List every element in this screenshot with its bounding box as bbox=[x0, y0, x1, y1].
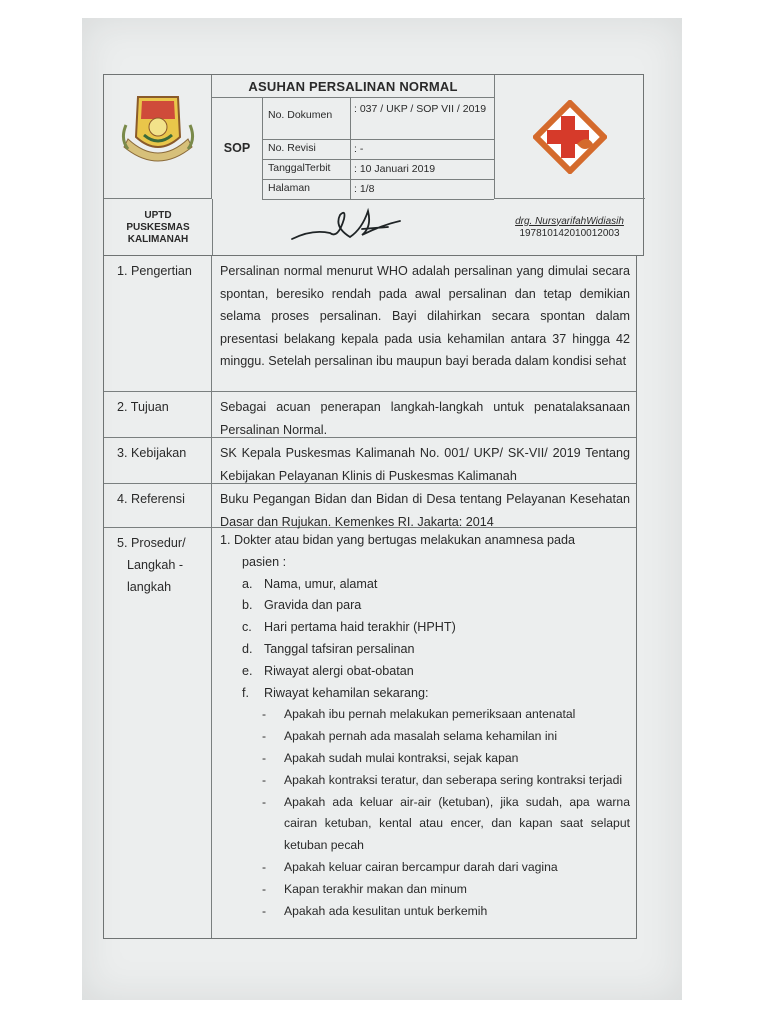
head-of-puskesmas bbox=[494, 199, 645, 256]
meta-row-no-dokumen bbox=[262, 97, 494, 140]
dash-marker: - bbox=[262, 859, 267, 874]
item-text: Hari pertama haid terakhir (HPHT) bbox=[264, 620, 456, 635]
puskesmas-logo-cell bbox=[494, 75, 645, 199]
section-label: 1. Pengertian bbox=[104, 256, 212, 391]
dash-marker: - bbox=[262, 772, 267, 787]
meta-value: : - bbox=[354, 143, 364, 155]
section-kebijakan bbox=[104, 438, 636, 484]
document-title: ASUHAN PERSALINAN NORMAL bbox=[212, 75, 494, 98]
question-item bbox=[220, 879, 630, 901]
anamnesa-item bbox=[220, 639, 630, 661]
item-text: Riwayat kehamilan sekarang: bbox=[264, 685, 429, 700]
meta-key: No. Revisi bbox=[268, 142, 316, 154]
section-text: SK Kepala Puskesmas Kalimanah No. 001/ UKP/ SK-VII/ 2019 Tentang Kebijakan Pelayanan Klinis di Puskesmas Kalimanah bbox=[220, 446, 630, 483]
item-marker: d. bbox=[242, 641, 253, 656]
meta-key: Halaman bbox=[268, 182, 311, 194]
question-item bbox=[220, 748, 630, 770]
anamnesa-item bbox=[220, 574, 630, 596]
section-text: Persalinan normal menurut WHO adalah persalinan yang dimulai secara spontan, beresiko rendah pada awal persalinan dan tetap demikian selama proses persalinan. Bayi dilahirkan secara spontan dalam presentasi belakang kepala pada usia kehamilan antara 37 hingga 42 minggu. Setelah persalinan ibu maupun bayi berada dalam kondisi sehat bbox=[220, 264, 630, 368]
section-text: Buku Pegangan Bidan dan Bidan di Desa tentang Pelayanan Kesehatan Dasar dan Rujukan. Kemenkes RI. Jakarta: 2014 bbox=[220, 492, 630, 529]
meta-value: : 1/8 bbox=[354, 183, 375, 195]
question-item bbox=[220, 704, 630, 726]
meta-row-tanggal-terbit bbox=[262, 159, 494, 180]
dash-marker: - bbox=[262, 750, 267, 765]
step-1: 1. Dokter atau bidan yang bertugas melakukan anamnesa pada bbox=[220, 533, 575, 547]
anamnesa-item bbox=[220, 683, 630, 705]
signature-icon bbox=[212, 199, 494, 256]
item-marker: a. bbox=[242, 576, 253, 591]
question-text: Apakah kontraksi teratur, dan seberapa sering kontraksi terjadi bbox=[284, 772, 623, 787]
sop-info-cell bbox=[212, 75, 494, 199]
sop-content-table bbox=[103, 255, 637, 939]
sop-label: SOP bbox=[212, 97, 263, 199]
puskesmas-logo-icon bbox=[533, 100, 607, 174]
question-item bbox=[220, 901, 630, 923]
section-prosedur bbox=[104, 528, 636, 938]
organization-name: UPTD PUSKESMAS KALIMANAH bbox=[104, 199, 213, 256]
signature bbox=[212, 199, 494, 256]
section-tujuan bbox=[104, 392, 636, 438]
question-item bbox=[220, 770, 630, 792]
section-label: 2. Tujuan bbox=[104, 392, 212, 437]
section-label: 3. Kebijakan bbox=[104, 438, 212, 483]
section-text: Sebagai acuan penerapan langkah-langkah untuk penatalaksanaan Persalinan Normal. bbox=[220, 400, 630, 437]
item-marker: b. bbox=[242, 598, 253, 613]
dash-marker: - bbox=[262, 881, 267, 896]
pregnancy-history-questions bbox=[220, 704, 630, 922]
section-label: 4. Referensi bbox=[104, 484, 212, 527]
meta-value: : 10 Januari 2019 bbox=[354, 163, 436, 175]
item-marker: c. bbox=[242, 620, 252, 635]
item-text: Tanggal tafsiran persalinan bbox=[264, 641, 415, 656]
section-label: 5. Prosedur/ Langkah - langkah bbox=[104, 528, 212, 938]
step-1-continuation: pasien : bbox=[242, 554, 287, 569]
question-item bbox=[220, 792, 630, 857]
question-item bbox=[220, 726, 630, 748]
item-marker: e. bbox=[242, 663, 253, 678]
dash-marker: - bbox=[262, 903, 267, 918]
dash-marker: - bbox=[262, 707, 267, 722]
meta-key: No. Dokumen bbox=[268, 109, 333, 121]
dash-marker: - bbox=[262, 794, 267, 809]
section-pengertian bbox=[104, 256, 636, 392]
question-text: Apakah ada keluar air-air (ketuban), jika sudah, apa warna cairan ketuban, kental atau encer, dan kapan saat selaput ketuban pecah bbox=[284, 794, 630, 853]
anamnesa-item bbox=[220, 661, 630, 683]
meta-key: TanggalTerbit bbox=[268, 162, 331, 174]
question-text: Apakah ada kesulitan untuk berkemih bbox=[284, 903, 488, 918]
regency-logo-cell bbox=[104, 75, 212, 199]
anamnesa-item bbox=[220, 617, 630, 639]
regency-emblem-icon bbox=[104, 75, 212, 199]
meta-row-no-revisi bbox=[262, 139, 494, 160]
question-text: Apakah sudah mulai kontraksi, sejak kapan bbox=[284, 750, 519, 765]
dash-marker: - bbox=[262, 729, 267, 744]
procedure-steps bbox=[220, 530, 630, 922]
question-text: Kapan terakhir makan dan minum bbox=[284, 881, 467, 896]
item-text: Nama, umur, alamat bbox=[264, 576, 378, 591]
section-referensi bbox=[104, 484, 636, 528]
question-item bbox=[220, 857, 630, 879]
item-text: Gravida dan para bbox=[264, 598, 362, 613]
head-nip: 197810142010012003 bbox=[519, 227, 620, 239]
meta-value: : 037 / UKP / SOP VII / 2019 bbox=[354, 103, 487, 115]
question-text: Apakah keluar cairan bercampur darah dari vagina bbox=[284, 859, 558, 874]
head-name: drg. NursyarifahWidiasih bbox=[515, 215, 624, 227]
anamnesa-item bbox=[220, 595, 630, 617]
meta-row-halaman bbox=[262, 179, 494, 200]
question-text: Apakah pernah ada masalah selama kehamilan ini bbox=[284, 729, 558, 744]
item-marker: f. bbox=[242, 685, 249, 700]
sop-header-table bbox=[103, 74, 644, 256]
question-text: Apakah ibu pernah melakukan pemeriksaan antenatal bbox=[284, 707, 576, 722]
item-text: Riwayat alergi obat-obatan bbox=[264, 663, 414, 678]
anamnesa-items bbox=[220, 574, 630, 705]
